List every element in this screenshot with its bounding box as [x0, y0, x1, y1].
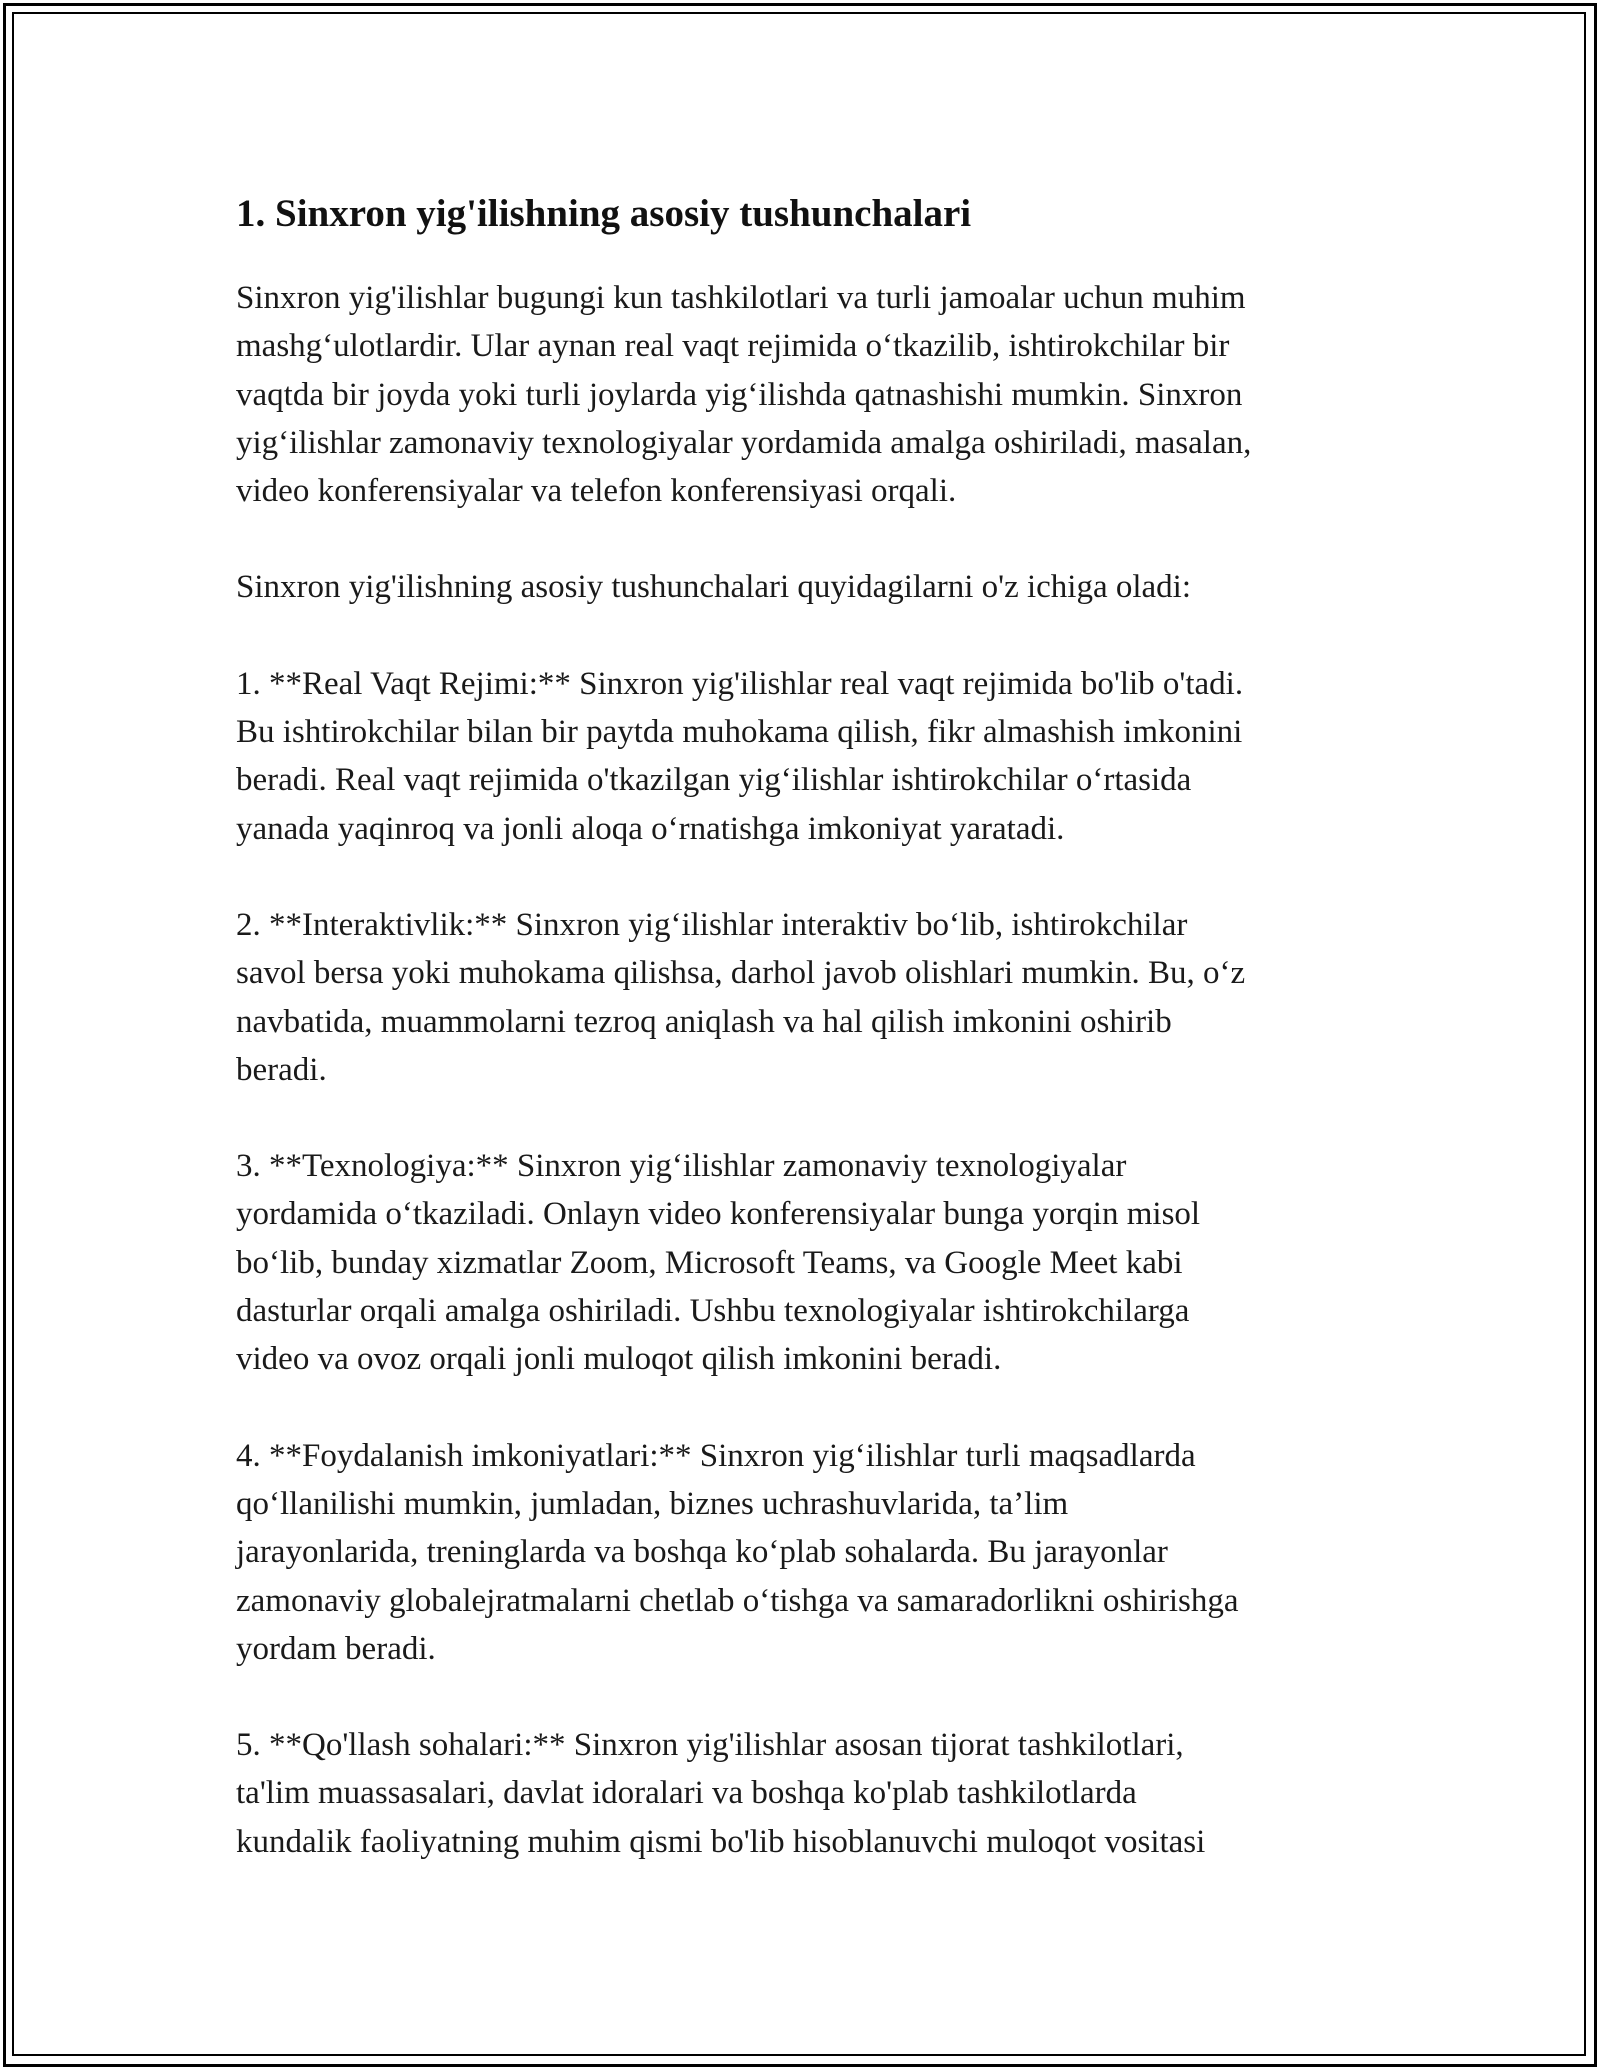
intro-paragraph: Sinxron yig'ilishlar bugungi kun tashkilotlari va turli jamoalar uchun muhim mashg‘ulotlardir. Ular aynan real vaqt rejimida o‘tkazilib, ishtirokchilar bir vaqtda bir joyda yoki turli joylarda yig‘ilishda qatnashishi mumkin. Sinxron yig‘ilishlar zamonaviy texnologiyalar yordamida amalga oshiriladi, masalan, video konferensiyalar va telefon konferensiyasi orqali. — [236, 280, 1252, 510]
list-item-real-time: 1. **Real Vaqt Rejimi:** Sinxron yig'ilishlar real vaqt rejimida bo'lib o'tadi. Bu ishtirokchilar bilan bir paytda muhokama qilish, fikr almashish imkonini beradi. Real vaqt rejimida o'tkazilgan yig‘ilishlar ishtirokchilar o‘rtasida yanada yaqinroq va jonli aloqa o‘rnatishga imkoniyat yaratadi. — [236, 665, 1244, 847]
list-item-technology: 3. **Texnologiya:** Sinxron yig‘ilishlar zamonaviy texnologiyalar yordamida o‘tkaziladi. Onlayn video konferensiyalar bunga yorqin misol bo‘lib, bunday xizmatlar Zoom, Microsoft Teams, va Google Meet kabi dasturlar orqali amalga oshiriladi. Ushbu texnologiyalar ishtirokchilarga video va ovoz orqali jonli muloqot qilish imkonini beradi. — [236, 1148, 1201, 1378]
concepts-lead-paragraph: Sinxron yig'ilishning asosiy tushunchalari quyidagilarni o'z ichiga oladi: — [236, 569, 1192, 606]
section-heading: 1. Sinxron yig'ilishning asosiy tushunchalari — [236, 192, 972, 235]
list-item-application-areas: 5. **Qo'llash sohalari:** Sinxron yig'ilishlar asosan tijorat tashkilotlari, ta'lim muassasalari, davlat idoralari va boshqa ko'plab tashkilotlarda kundalik faoliyatning muhim qismi bo'lib hisoblanuvchi muloqot vositasi — [236, 1727, 1206, 1860]
list-item-interactivity: 2. **Interaktivlik:** Sinxron yig‘ilishlar interaktiv bo‘lib, ishtirokchilar savol bersa yoki muhokama qilishsa, darhol javob olishlari mumkin. Bu, o‘z navbatida, muammolarni tezroq aniqlash va hal qilish imkonini oshirib beradi. — [236, 906, 1246, 1088]
document-body — [236, 180, 1386, 1914]
list-item-usage-options: 4. **Foydalanish imkoniyatlari:** Sinxron yig‘ilishlar turli maqsadlarda qo‘llanilishi mumkin, jumladan, biznes uchrashuvlarida, ta’lim jarayonlarida, treninglarda va boshqa ko‘plab sohalarda. Bu jarayonlar zamonaviy globalejratmalarni chetlab o‘tishga va samaradorlikni oshirishga yordam beradi. — [236, 1437, 1239, 1667]
